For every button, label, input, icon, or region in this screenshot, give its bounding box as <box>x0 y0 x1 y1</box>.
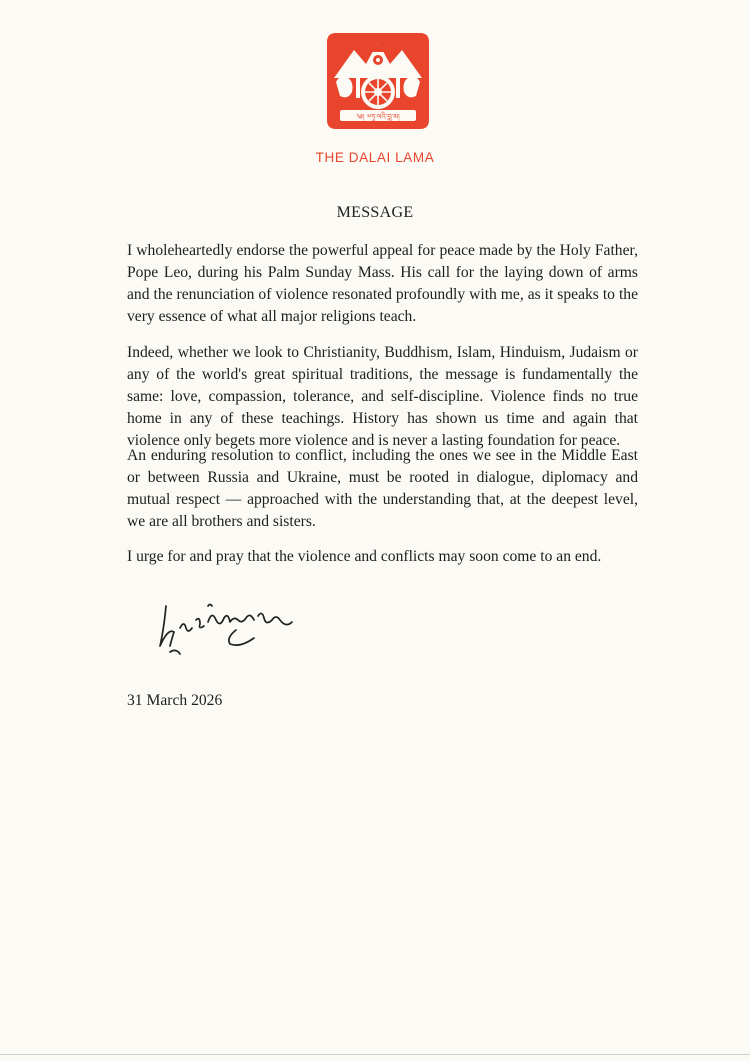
paragraph-1: I wholeheartedly endorse the powerful appeal for peace made by the Holy Father, Pope Leo, during his Palm Sunday Mass. His call for the laying down of arms and the renunciation of violence resonated profoundly with me, as it speaks to the very essence of what all major religions teach. <box>127 242 638 325</box>
paragraph-4: I urge for and pray that the violence and conflicts may soon come to an end. <box>127 548 602 565</box>
document-date: 31 March 2026 <box>127 692 223 709</box>
svg-text:༄། ༧ཏཱ་ལའི་བླ་མ།: ༄། ༧ཏཱ་ལའི་བླ་མ། <box>356 113 400 121</box>
document-title: MESSAGE <box>336 204 414 221</box>
paragraph-3: An enduring resolution to conflict, including the ones we see in the Middle East or between Russia and Ukraine, must be rooted in dialogue, diplomacy and mutual respect — approached with the understanding that, at the deepest level, we are all brothers and sisters. <box>127 447 638 530</box>
paragraph-2: Indeed, whether we look to Christianity, Buddhism, Islam, Hinduism, Judaism or any of the world's great spiritual traditions, the message is fundamentally the same: love, compassion, tolerance, and self-discipline. Violence finds no true home in any of these teachings. History has shown us time and again that violence only begets more violence and is never a lasting foundation for peace. <box>127 344 638 449</box>
dalai-lama-seal-logo <box>318 30 438 140</box>
scan-edge-line <box>0 1054 750 1055</box>
org-name: THE DALAI LAMA <box>315 150 435 165</box>
handwritten-signature <box>150 598 330 666</box>
